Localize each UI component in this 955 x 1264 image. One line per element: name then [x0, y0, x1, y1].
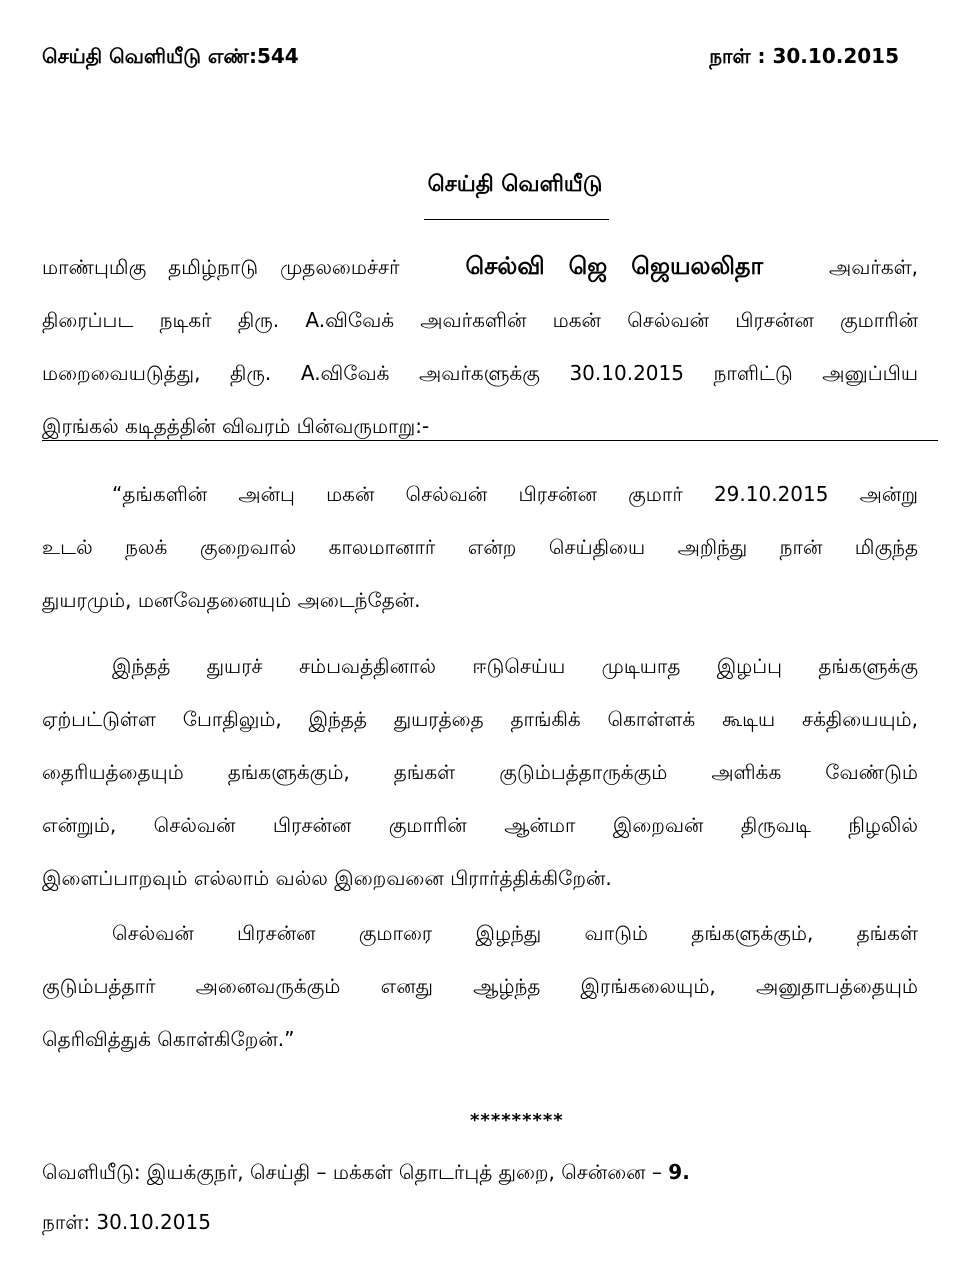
p3-line-2: குடும்பத்தார் அனைவருக்கும் எனது ஆழ்ந்த இரங்கலையும், அனுதாபத்தையும் — [42, 974, 918, 998]
intro-line-4: இரங்கல் கடிதத்தின் விவரம் பின்வருமாறு:- — [42, 414, 430, 438]
footer-date: நாள்: 30.10.2015 — [42, 1210, 211, 1234]
p2-line-2: ஏற்பட்டுள்ள போதிலும், இந்தத் துயரத்தை தாங்கிக் கொள்ளக் கூடிய சக்தியையும், — [42, 707, 918, 731]
section-divider — [42, 440, 938, 441]
title-underline — [424, 219, 609, 220]
chief-minister-name: செல்வி ஜெ ஜெயலலிதா — [465, 252, 764, 280]
intro-line-3: மறைவையடுத்து, திரு. A.விவேக் அவர்களுக்கு 30.10.2015 நாளிட்டு அனுப்பிய — [42, 361, 918, 385]
issued-by-number: 9. — [668, 1160, 690, 1184]
p2-line-4: என்றும், செல்வன் பிரசன்ன குமாரின் ஆன்மா இறைவன் திருவடி நிழலில் — [42, 813, 918, 837]
page-title: செய்தி வெளியீடு — [427, 172, 603, 197]
issued-by — [42, 1160, 690, 1187]
intro-paragraph — [42, 240, 918, 453]
intro-line-1 — [42, 240, 918, 294]
intro-line-1-a: மாண்புமிகு தமிழ்நாடு முதலமைச்சர் — [42, 255, 400, 279]
letter-paragraph-2 — [42, 640, 918, 905]
p3-line-1: செல்வன் பிரசன்ன குமாரை இழந்து வாடும் தங்களுக்கும், தங்கள் — [112, 921, 918, 945]
p3-line-3: தெரிவித்துக் கொள்கிறேன்.” — [42, 1027, 295, 1051]
release-number: செய்தி வெளியீடு எண்:544 — [42, 44, 299, 68]
separator-stars: ********* — [470, 1110, 564, 1131]
intro-line-1-b: அவர்கள், — [829, 255, 919, 279]
issued-by-text: வெளியீடு: இயக்குநர், செய்தி – மக்கள் தொடர்புத் துறை, சென்னை – — [42, 1160, 662, 1184]
letter-paragraph-1 — [42, 468, 918, 627]
intro-line-2: திரைப்பட நடிகர் திரு. A.விவேக் அவர்களின் மகன் செல்வன் பிரசன்ன குமாரின் — [42, 308, 918, 332]
p2-line-3: தைரியத்தையும் தங்களுக்கும், தங்கள் குடும்பத்தாருக்கும் அளிக்க வேண்டும் — [42, 760, 919, 784]
p1-line-2: உடல் நலக் குறைவால் காலமானார் என்ற செய்தியை அறிந்து நான் மிகுந்த — [42, 535, 918, 559]
letter-paragraph-3 — [42, 907, 918, 1066]
p2-line-5: இளைப்பாறவும் எல்லாம் வல்ல இறைவனை பிரார்த்திக்கிறேன். — [42, 866, 612, 890]
p2-line-1: இந்தத் துயரச் சம்பவத்தினால் ஈடுசெய்ய முடியாத இழப்பு தங்களுக்கு — [112, 654, 918, 678]
header-date: நாள் : 30.10.2015 — [709, 44, 899, 68]
p1-line-3: துயரமும், மனவேதனையும் அடைந்தேன். — [42, 588, 421, 612]
p1-line-1: “தங்களின் அன்பு மகன் செல்வன் பிரசன்ன குமார் 29.10.2015 அன்று — [112, 482, 918, 506]
